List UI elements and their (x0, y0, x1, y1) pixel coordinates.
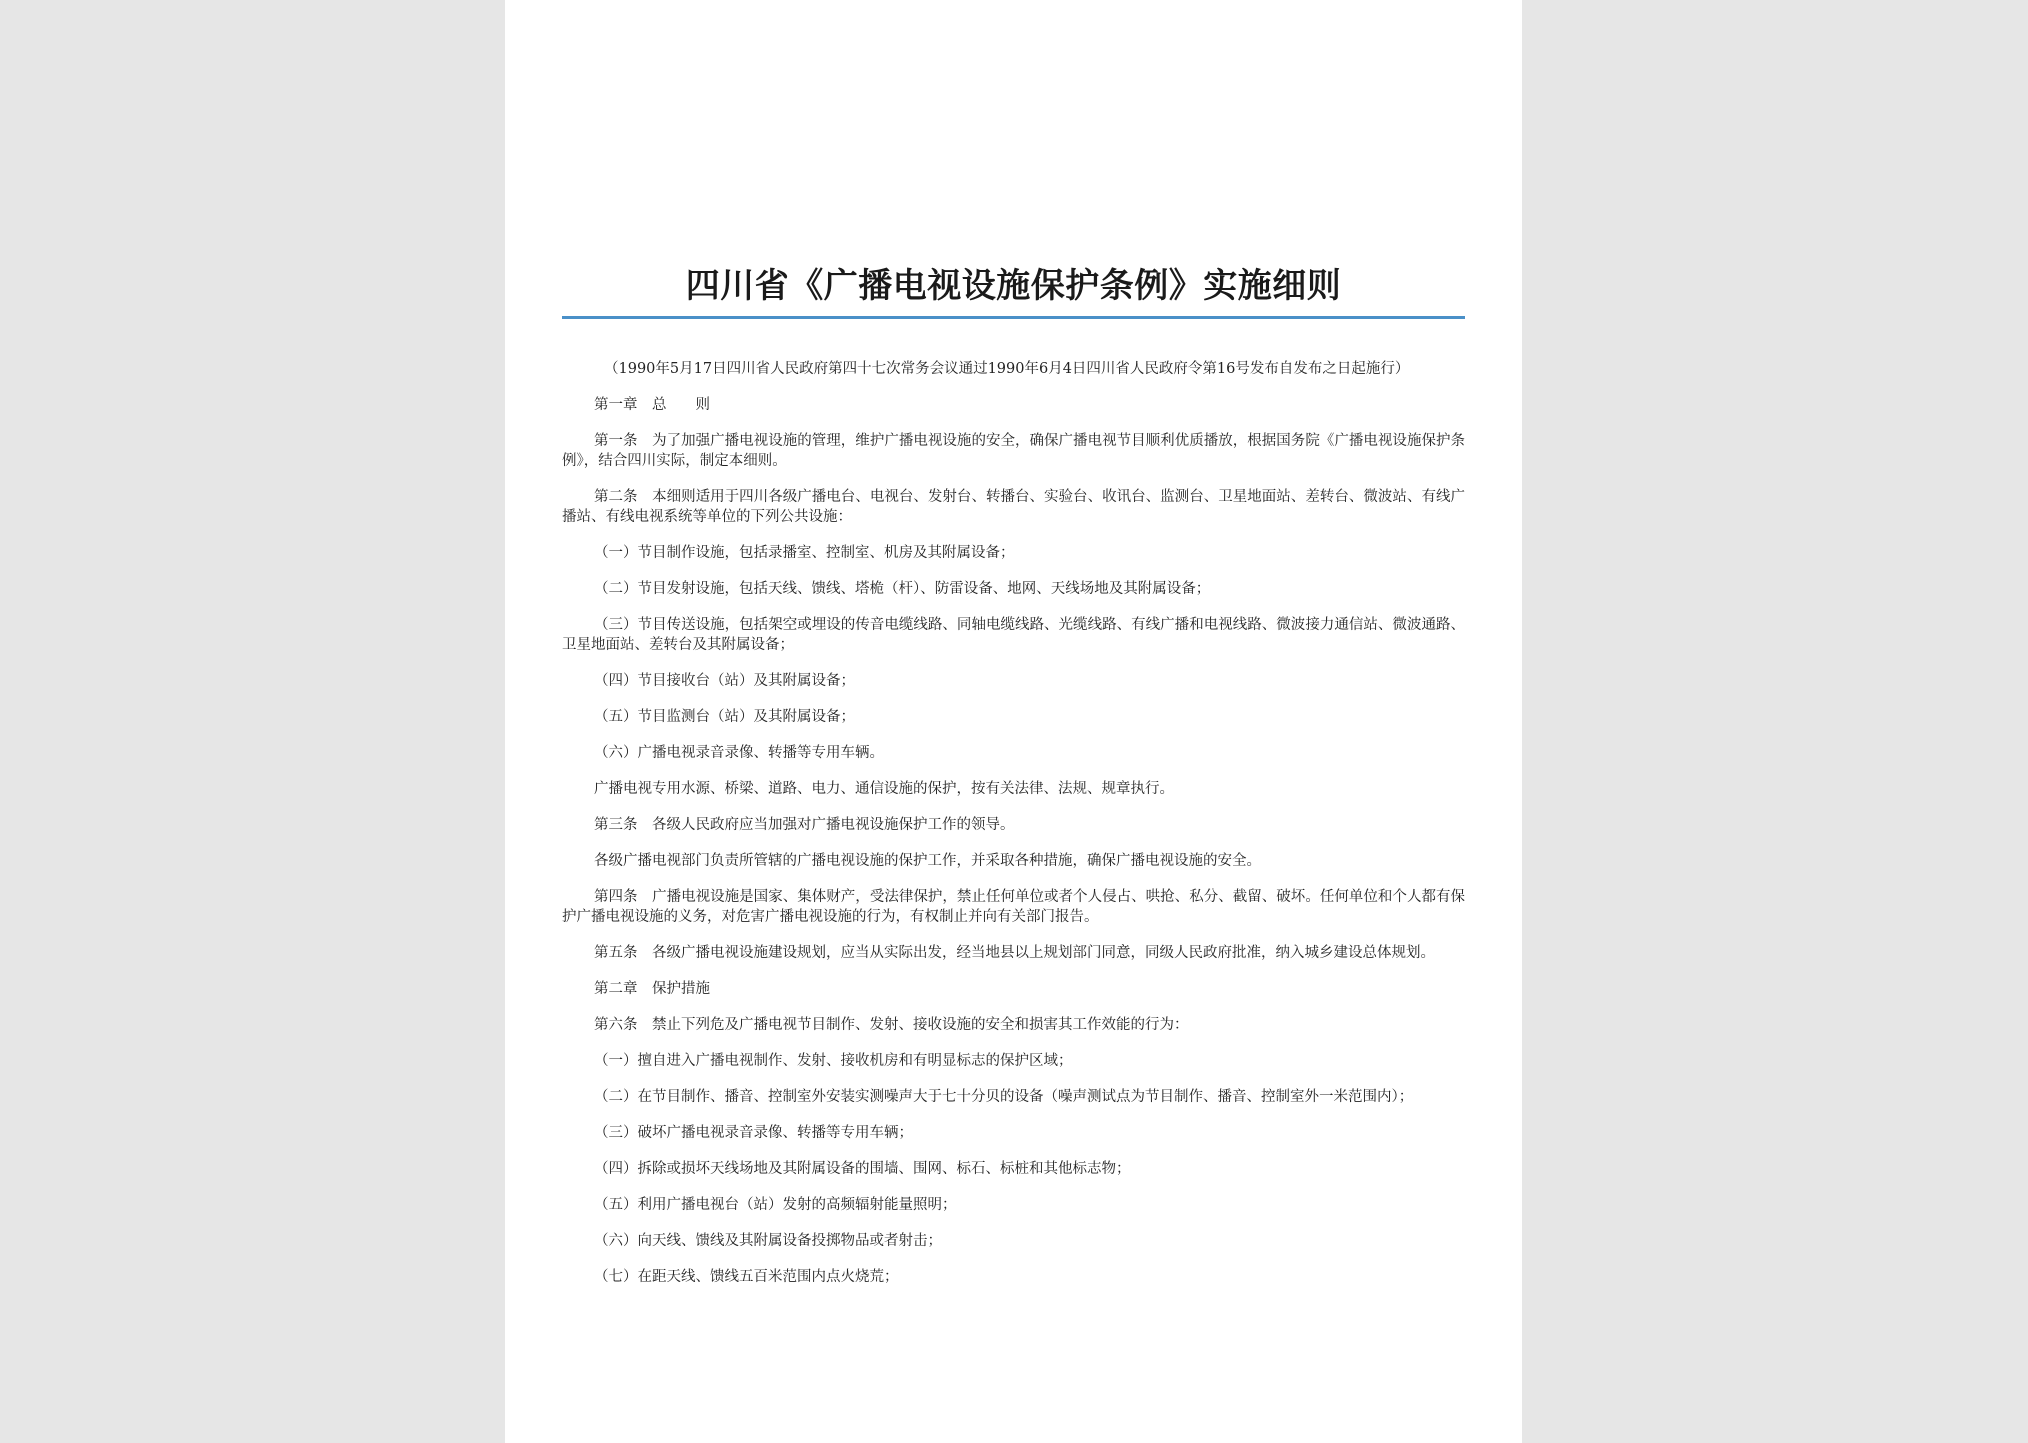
list-item: （三）节目传送设施，包括架空或埋设的传音电缆线路、同轴电缆线路、光缆线路、有线广播和电视线路、微波接力通信站、微波通路、卫星地面站、差转台及其附属设备； (562, 617, 1465, 653)
article-paragraph: 第四条 广播电视设施是国家、集体财产，受法律保护，禁止任何单位或者个人侵占、哄抢、私分、截留、破坏。任何单位和个人都有保护广播电视设施的义务，对危害广播电视设施的行为，有权制止并向有关部门报告。 (562, 889, 1465, 925)
article-paragraph: 第六条 禁止下列危及广播电视节目制作、发射、接收设施的安全和损害其工作效能的行为： (594, 1017, 1189, 1033)
chapter-heading: 第一章 总 则 (594, 397, 710, 413)
document-body (562, 359, 1465, 1287)
list-item: （一）擅自进入广播电视制作、发射、接收机房和有明显标志的保护区域； (594, 1053, 1073, 1069)
chapter-heading: 第二章 保护措施 (594, 981, 710, 997)
list-item: （四）节目接收台（站）及其附属设备； (594, 673, 855, 689)
list-item: （七）在距天线、馈线五百米范围内点火烧荒； (594, 1269, 899, 1285)
list-item: （五）利用广播电视台（站）发射的高频辐射能量照明； (594, 1197, 957, 1213)
list-item: （六）向天线、馈线及其附属设备投掷物品或者射击； (594, 1233, 942, 1249)
adoption-note: （1990年5月17日四川省人民政府第四十七次常务会议通过1990年6月4日四川省人民政府令第16号发布自发布之日起施行） (604, 361, 1410, 377)
title-underline (562, 316, 1465, 319)
list-item: （二）在节目制作、播音、控制室外安装实测噪声大于七十分贝的设备（噪声测试点为节目制作、播音、控制室外一米范围内）； (594, 1089, 1414, 1105)
article-paragraph: 第三条 各级人民政府应当加强对广播电视设施保护工作的领导。 (594, 817, 1015, 833)
article-paragraph: 第二条 本细则适用于四川各级广播电台、电视台、发射台、转播台、实验台、收讯台、监测台、卫星地面站、差转台、微波站、有线广播站、有线电视系统等单位的下列公共设施： (562, 489, 1465, 525)
body-paragraph: 各级广播电视部门负责所管辖的广播电视设施的保护工作，并采取各种措施，确保广播电视设施的安全。 (594, 853, 1261, 869)
list-item: （三）破坏广播电视录音录像、转播等专用车辆； (594, 1125, 913, 1141)
list-item: （五）节目监测台（站）及其附属设备； (594, 709, 855, 725)
list-item: （二）节目发射设施，包括天线、馈线、塔桅（杆）、防雷设备、地网、天线场地及其附属设备； (594, 581, 1211, 597)
document-page (505, 0, 1522, 1443)
list-item: （一）节目制作设施，包括录播室、控制室、机房及其附属设备； (594, 545, 1015, 561)
article-paragraph: 第一条 为了加强广播电视设施的管理，维护广播电视设施的安全，确保广播电视节目顺利优质播放，根据国务院《广播电视设施保护条例》，结合四川实际，制定本细则。 (562, 433, 1465, 469)
body-paragraph: 广播电视专用水源、桥梁、道路、电力、通信设施的保护，按有关法律、法规、规章执行。 (594, 781, 1174, 797)
list-item: （六）广播电视录音录像、转播等专用车辆。 (594, 745, 884, 761)
article-paragraph: 第五条 各级广播电视设施建设规划，应当从实际出发，经当地县以上规划部门同意，同级人民政府批准，纳入城乡建设总体规划。 (594, 945, 1435, 961)
list-item: （四）拆除或损坏天线场地及其附属设备的围墙、围网、标石、标桩和其他标志物； (594, 1161, 1131, 1177)
document-title: 四川省《广播电视设施保护条例》实施细则 (685, 266, 1342, 306)
